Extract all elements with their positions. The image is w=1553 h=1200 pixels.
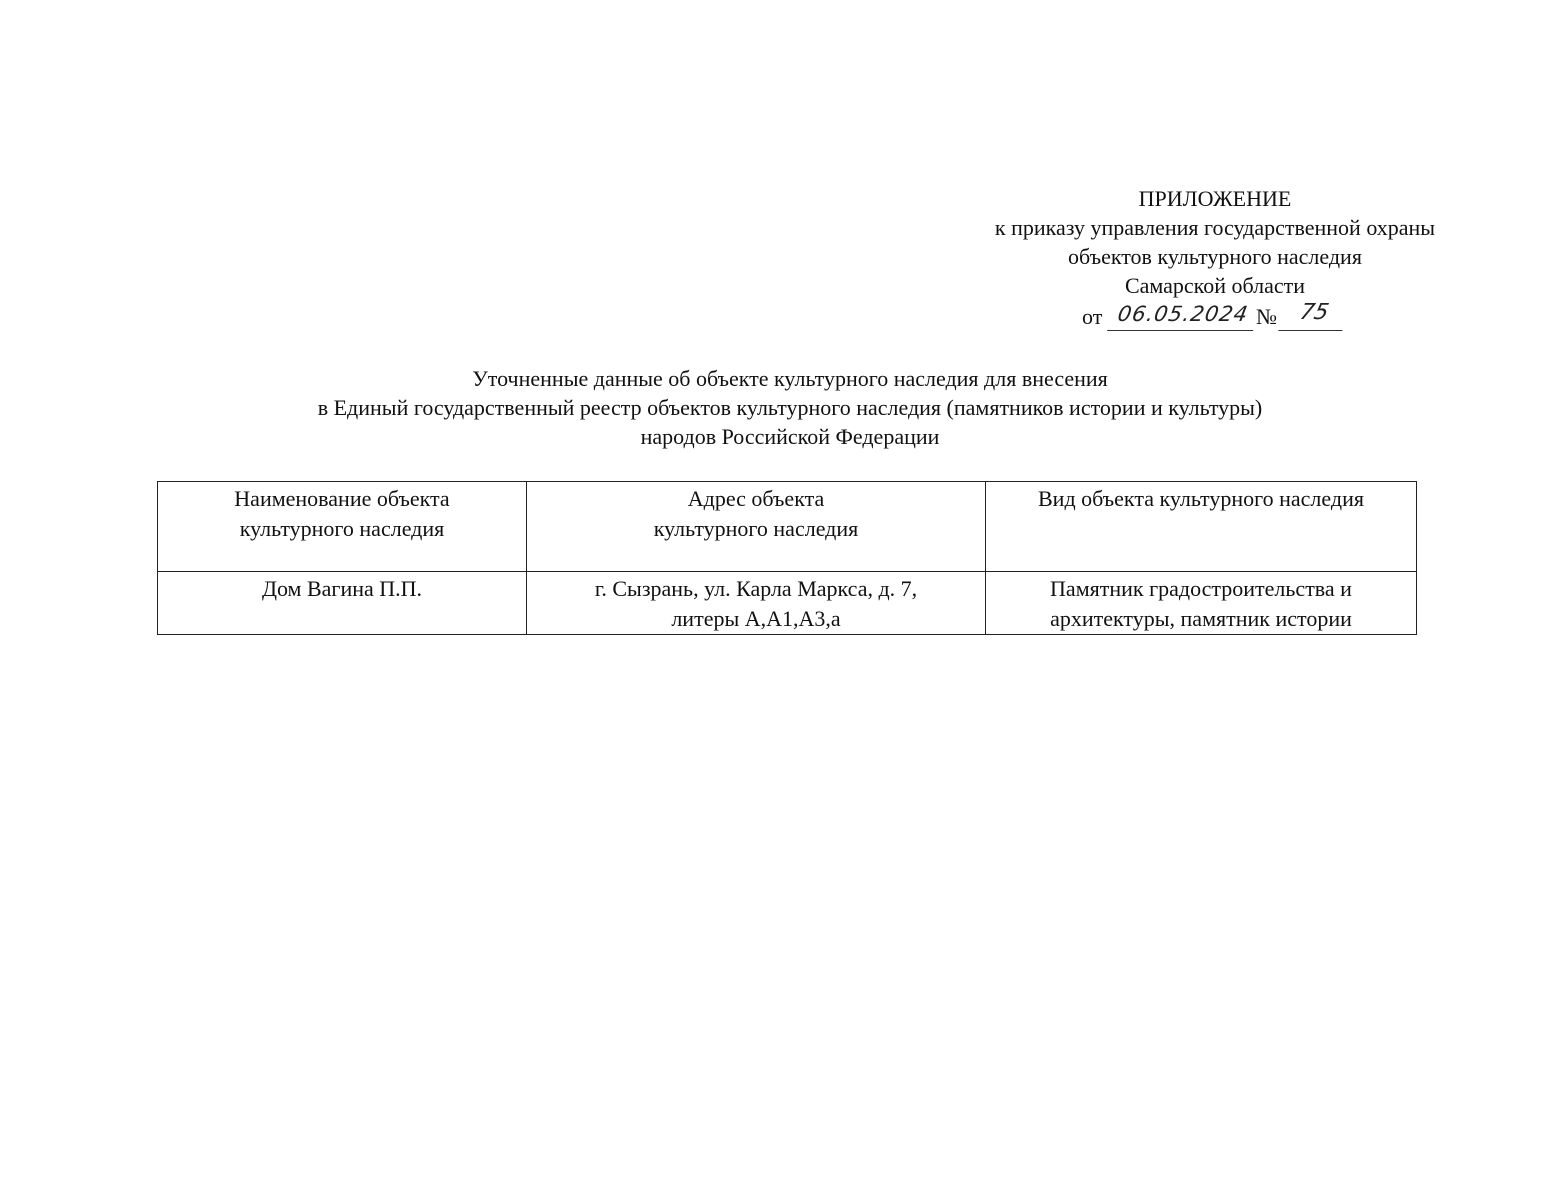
appendix-agency-line: объектов культурного наследия xyxy=(1068,244,1362,269)
cell-object-name: Дом Вагина П.П. xyxy=(158,572,527,635)
appendix-block xyxy=(940,184,1490,334)
table-row xyxy=(158,572,1417,635)
handwritten-date: 06.05.2024 xyxy=(1107,298,1259,331)
appendix-region-line: Самарской области xyxy=(1124,273,1306,298)
cell-object-address: г. Сызрань, ул. Карла Маркса, д. 7, литеры А,А1,А3,а xyxy=(527,572,986,635)
title-line-1: Уточненные данные об объекте культурного наследия для внесения xyxy=(472,366,1108,391)
cell-object-type: Памятник градостроительства и архитектуры, памятник истории xyxy=(986,572,1417,635)
appendix-date-line xyxy=(940,300,1490,334)
date-prefix: от xyxy=(1082,304,1103,329)
heritage-object-table xyxy=(157,481,1417,635)
table-header-row xyxy=(158,482,1417,572)
title-line-3: народов Российской Федерации xyxy=(640,424,940,449)
header-object-type: Вид объекта культурного наследия xyxy=(986,482,1417,572)
document-title xyxy=(0,364,1553,451)
appendix-heading: ПРИЛОЖЕНИЕ xyxy=(1138,186,1292,211)
header-object-address: Адрес объекта культурного наследия xyxy=(527,482,986,572)
header-object-name: Наименование объекта культурного наследия xyxy=(158,482,527,572)
appendix-order-line: к приказу управления государственной охраны xyxy=(994,215,1436,240)
handwritten-number: 75 xyxy=(1278,296,1349,331)
number-label: № xyxy=(1256,304,1277,329)
title-line-2: в Единый государственный реестр объектов культурного наследия (памятников истории и культуры) xyxy=(317,395,1263,420)
